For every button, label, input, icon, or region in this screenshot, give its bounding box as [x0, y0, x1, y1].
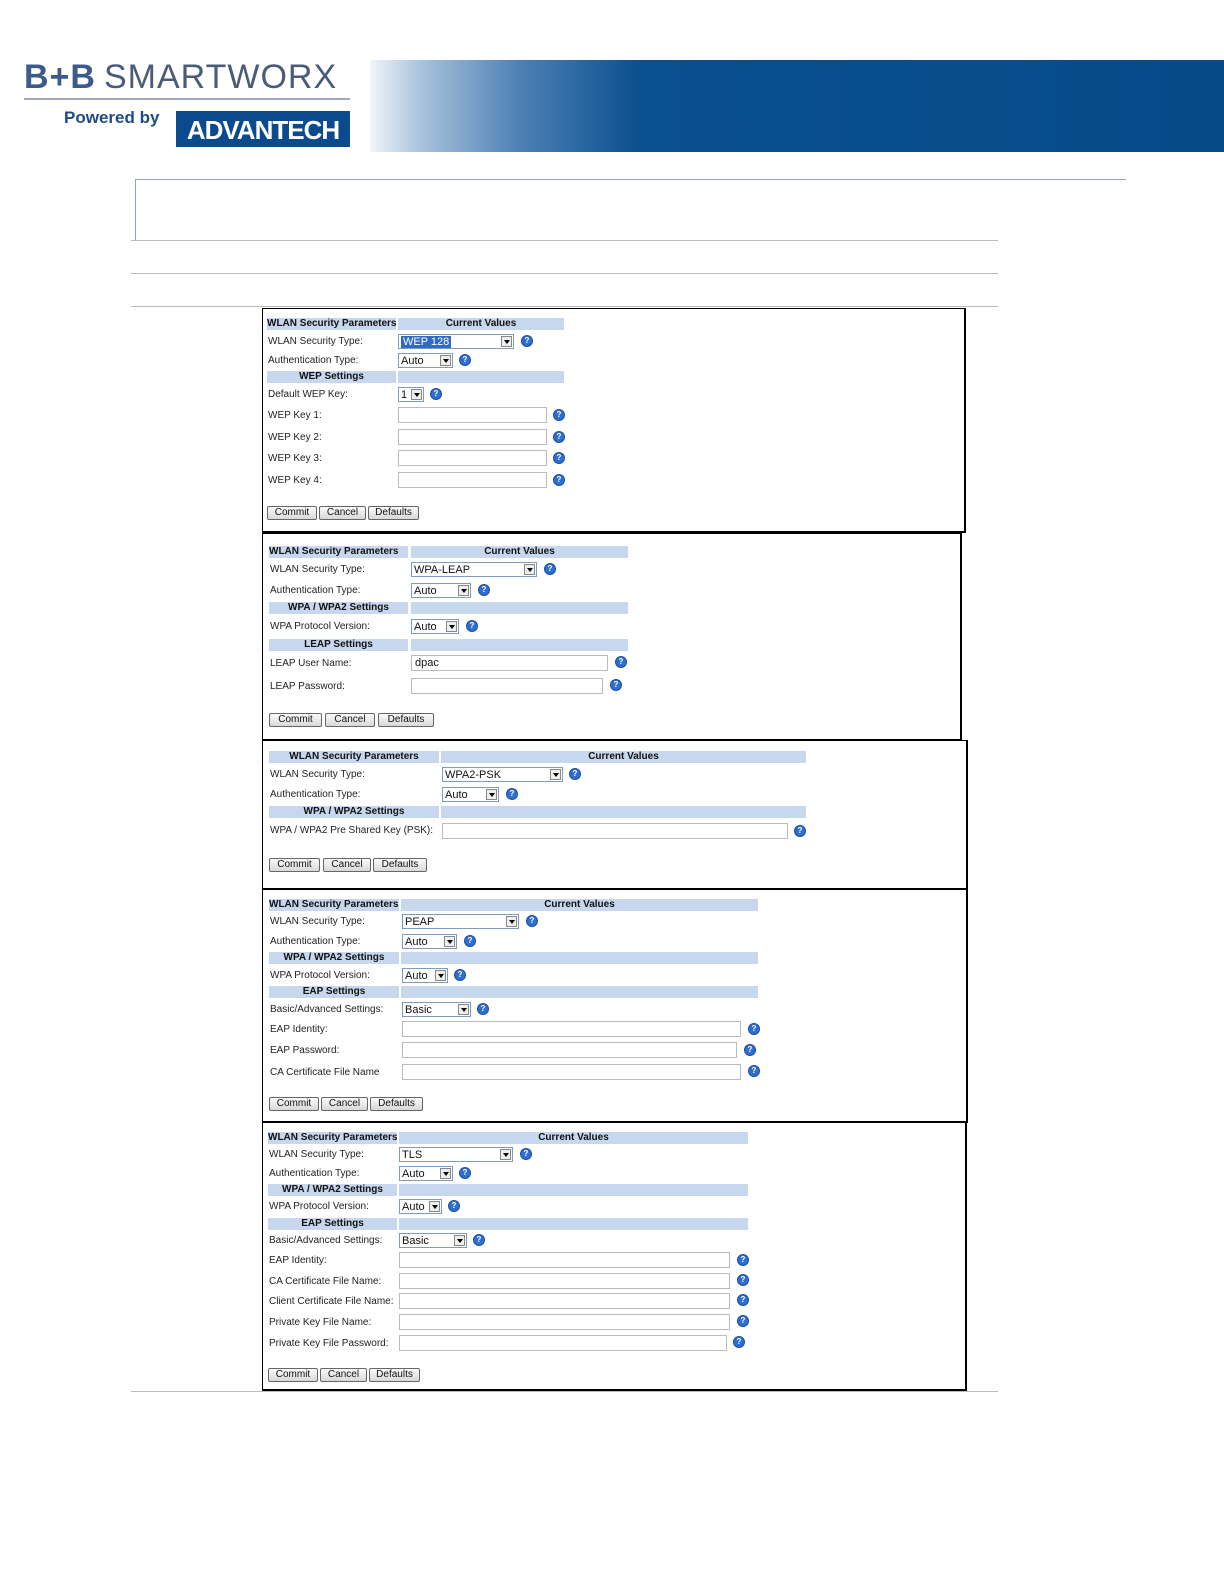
- eap-identity-label: EAP Identity:: [270, 1024, 328, 1035]
- values-header: Current Values: [398, 318, 564, 330]
- auth-type-value: Auto: [414, 585, 437, 597]
- security-type-label: WLAN Security Type:: [270, 916, 365, 927]
- defaults-button[interactable]: Defaults: [373, 858, 427, 872]
- chevron-down-icon: [524, 564, 535, 575]
- security-type-value: TLS: [402, 1149, 423, 1161]
- powered-by-text: Powered by: [64, 108, 160, 127]
- auth-type-value: Auto: [402, 1168, 425, 1180]
- logo-divider: [24, 98, 350, 100]
- help-icon[interactable]: ?: [526, 915, 538, 927]
- tls-panel: [262, 1122, 967, 1391]
- chevron-down-icon: [458, 585, 469, 596]
- wpa-settings-header: WPA / WPA2 Settings: [269, 952, 399, 964]
- security-type-label: WLAN Security Type:: [268, 336, 363, 347]
- eap-identity-input[interactable]: [402, 1021, 741, 1037]
- basic-advanced-value: Basic: [402, 1235, 429, 1247]
- help-icon[interactable]: ?: [733, 1336, 745, 1348]
- defaults-button[interactable]: Defaults: [370, 1097, 423, 1111]
- security-type-value: WEP 128: [403, 336, 450, 348]
- help-icon[interactable]: ?: [477, 1003, 489, 1015]
- chevron-down-icon: [486, 789, 497, 800]
- wep-key-2-label: WEP Key 2:: [268, 432, 322, 443]
- security-type-value: WPA-LEAP: [414, 564, 471, 576]
- peap-panel: [262, 889, 968, 1123]
- eap-identity-input[interactable]: [399, 1252, 730, 1268]
- cancel-button[interactable]: Cancel: [319, 506, 366, 520]
- help-icon[interactable]: ?: [737, 1274, 749, 1286]
- wep-panel: [262, 308, 966, 533]
- security-type-select[interactable]: [399, 1147, 513, 1162]
- auth-type-select[interactable]: [442, 787, 499, 802]
- help-icon[interactable]: ?: [430, 388, 442, 400]
- client-certificate-input[interactable]: [399, 1293, 730, 1309]
- help-icon[interactable]: ?: [553, 452, 565, 464]
- wep-key-1-label: WEP Key 1:: [268, 410, 322, 421]
- values-header: Current Values: [411, 546, 628, 558]
- basic-advanced-label: Basic/Advanced Settings:: [269, 1235, 383, 1246]
- params-header: WLAN Security Parameters: [267, 318, 397, 329]
- leap-password-label: LEAP Password:: [270, 681, 345, 692]
- section-header-fill: [411, 602, 628, 614]
- basic-advanced-label: Basic/Advanced Settings:: [270, 1004, 384, 1015]
- auth-type-label: Authentication Type:: [270, 789, 361, 800]
- basic-advanced-select[interactable]: [402, 1002, 471, 1017]
- security-type-value: WPA2-PSK: [445, 769, 502, 781]
- wpa-settings-header: WPA / WPA2 Settings: [268, 1184, 397, 1196]
- help-icon[interactable]: ?: [794, 825, 806, 837]
- auth-type-label: Authentication Type:: [270, 585, 361, 596]
- divider-line: [131, 1391, 998, 1392]
- chevron-down-icon: [454, 1235, 465, 1246]
- auth-type-select[interactable]: [411, 583, 471, 598]
- wpa-protocol-value: Auto: [402, 1201, 425, 1213]
- wep-key-3-label: WEP Key 3:: [268, 453, 322, 464]
- leap-settings-header: LEAP Settings: [269, 639, 408, 651]
- commit-button[interactable]: Commit: [267, 506, 317, 520]
- auth-type-value: Auto: [401, 355, 424, 367]
- help-icon[interactable]: ?: [748, 1065, 760, 1077]
- section-header-fill: [399, 1218, 748, 1230]
- params-header: WLAN Security Parameters: [269, 899, 399, 910]
- wpa-protocol-value: Auto: [414, 621, 437, 633]
- psk-input[interactable]: [442, 823, 788, 839]
- values-header: Current Values: [399, 1132, 748, 1144]
- help-icon[interactable]: ?: [610, 679, 622, 691]
- section-header-fill: [398, 371, 564, 383]
- help-icon[interactable]: ?: [454, 969, 466, 981]
- leap-panel: [262, 533, 962, 741]
- leap-user-label: LEAP User Name:: [270, 658, 352, 669]
- eap-settings-header: EAP Settings: [268, 1218, 397, 1230]
- auth-type-select[interactable]: [398, 353, 453, 368]
- wep-settings-header: WEP Settings: [267, 371, 396, 383]
- private-key-password-label: Private Key File Password:: [269, 1338, 389, 1349]
- wpa-settings-header: WPA / WPA2 Settings: [269, 806, 439, 818]
- private-key-label: Private Key File Name:: [269, 1317, 372, 1328]
- wpa-settings-header: WPA / WPA2 Settings: [269, 602, 408, 614]
- help-icon[interactable]: ?: [466, 620, 478, 632]
- security-type-select[interactable]: [402, 914, 519, 929]
- help-icon[interactable]: ?: [569, 768, 581, 780]
- wpa-protocol-select[interactable]: [411, 619, 459, 634]
- help-icon[interactable]: ?: [544, 563, 556, 575]
- help-icon[interactable]: ?: [737, 1294, 749, 1306]
- wpa-protocol-label: WPA Protocol Version:: [270, 970, 370, 981]
- help-icon[interactable]: ?: [520, 1148, 532, 1160]
- default-wep-key-select[interactable]: [398, 387, 424, 402]
- security-type-label: WLAN Security Type:: [270, 564, 365, 575]
- help-icon[interactable]: ?: [521, 335, 533, 347]
- help-icon[interactable]: ?: [737, 1315, 749, 1327]
- chevron-down-icon: [446, 621, 457, 632]
- eap-password-label: EAP Password:: [270, 1045, 340, 1056]
- section-header-fill: [441, 806, 806, 818]
- help-icon[interactable]: ?: [744, 1044, 756, 1056]
- wep-key-4-label: WEP Key 4:: [268, 475, 322, 486]
- psk-label: WPA / WPA2 Pre Shared Key (PSK):: [270, 825, 434, 836]
- logo-smartworx: SMARTWORX: [104, 58, 338, 96]
- chevron-down-icon: [500, 1149, 511, 1160]
- content-frame: [135, 179, 1126, 241]
- eap-settings-header: EAP Settings: [269, 986, 399, 998]
- leap-password-input[interactable]: [411, 678, 603, 694]
- auth-type-select[interactable]: [402, 934, 457, 949]
- cancel-button[interactable]: Cancel: [323, 858, 371, 872]
- security-type-value: PEAP: [405, 916, 435, 928]
- help-icon[interactable]: ?: [478, 584, 490, 596]
- wpa-protocol-value: Auto: [405, 970, 428, 982]
- ca-certificate-input[interactable]: [402, 1064, 741, 1080]
- chevron-down-icon: [550, 769, 561, 780]
- logo-bb: B+B: [24, 58, 96, 96]
- help-icon[interactable]: ?: [459, 354, 471, 366]
- ca-certificate-label: CA Certificate File Name: [270, 1067, 380, 1078]
- default-wep-key-label: Default WEP Key:: [268, 389, 348, 400]
- basic-advanced-select[interactable]: [399, 1233, 467, 1248]
- auth-type-label: Authentication Type:: [269, 1168, 360, 1179]
- params-header: WLAN Security Parameters: [269, 546, 408, 558]
- help-icon[interactable]: ?: [553, 474, 565, 486]
- help-icon[interactable]: ?: [553, 409, 565, 421]
- auth-type-label: Authentication Type:: [270, 936, 361, 947]
- security-type-select[interactable]: [411, 562, 537, 577]
- wpa-protocol-label: WPA Protocol Version:: [270, 621, 370, 632]
- auth-type-value: Auto: [445, 789, 468, 801]
- client-certificate-label: Client Certificate File Name:: [269, 1296, 394, 1307]
- chevron-down-icon: [506, 916, 517, 927]
- eap-password-input[interactable]: [402, 1042, 737, 1058]
- help-icon[interactable]: ?: [506, 788, 518, 800]
- commit-button[interactable]: Commit: [269, 1097, 319, 1111]
- chevron-down-icon: [440, 1168, 451, 1179]
- divider-line: [131, 273, 998, 274]
- section-header-fill: [399, 1184, 748, 1196]
- params-header: WLAN Security Parameters: [268, 1132, 398, 1143]
- leap-user-input[interactable]: dpac: [411, 655, 608, 671]
- cancel-button[interactable]: Cancel: [321, 1097, 368, 1111]
- security-type-label: WLAN Security Type:: [269, 1149, 364, 1160]
- security-type-select[interactable]: [398, 334, 514, 349]
- wep-key-2-input[interactable]: [398, 429, 547, 445]
- basic-advanced-value: Basic: [405, 1004, 432, 1016]
- chevron-down-icon: [458, 1004, 469, 1015]
- help-icon[interactable]: ?: [553, 431, 565, 443]
- defaults-button[interactable]: Defaults: [368, 506, 419, 520]
- chevron-down-icon: [429, 1201, 440, 1212]
- defaults-button[interactable]: Defaults: [378, 713, 434, 727]
- divider-line: [131, 240, 998, 241]
- help-icon[interactable]: ?: [448, 1200, 460, 1212]
- wpa-protocol-select[interactable]: [399, 1199, 442, 1214]
- ca-certificate-input[interactable]: [399, 1273, 730, 1289]
- values-header: Current Values: [441, 751, 806, 763]
- auth-type-select[interactable]: [399, 1166, 453, 1181]
- help-icon[interactable]: ?: [748, 1023, 760, 1035]
- private-key-password-input[interactable]: [399, 1335, 727, 1351]
- chevron-down-icon: [444, 936, 455, 947]
- ca-certificate-label: CA Certificate File Name:: [269, 1276, 382, 1287]
- advantech-logo: ADVANTECH: [176, 111, 350, 147]
- help-icon[interactable]: ?: [473, 1234, 485, 1246]
- values-header: Current Values: [401, 899, 758, 911]
- help-icon[interactable]: ?: [464, 935, 476, 947]
- security-type-select[interactable]: [442, 767, 563, 782]
- divider-line: [131, 306, 998, 307]
- wep-key-4-input[interactable]: [398, 472, 547, 488]
- commit-button[interactable]: Commit: [268, 1368, 318, 1382]
- help-icon[interactable]: ?: [737, 1254, 749, 1266]
- chevron-down-icon: [501, 336, 512, 347]
- commit-button[interactable]: Commit: [269, 713, 322, 727]
- psk-panel: [262, 740, 968, 890]
- section-header-fill: [411, 639, 628, 651]
- params-header: WLAN Security Parameters: [269, 751, 439, 763]
- cancel-button[interactable]: Cancel: [325, 713, 375, 727]
- help-icon[interactable]: ?: [615, 656, 627, 668]
- section-header-fill: [401, 986, 758, 998]
- security-type-label: WLAN Security Type:: [270, 769, 365, 780]
- commit-button[interactable]: Commit: [269, 858, 320, 872]
- chevron-down-icon: [440, 355, 451, 366]
- auth-type-label: Authentication Type:: [268, 355, 359, 366]
- eap-identity-label: EAP Identity:: [269, 1255, 327, 1266]
- cancel-button[interactable]: Cancel: [320, 1368, 367, 1382]
- wep-key-3-input[interactable]: [398, 450, 547, 466]
- chevron-down-icon: [435, 970, 446, 981]
- auth-type-value: Auto: [405, 936, 428, 948]
- chevron-down-icon: [411, 389, 422, 400]
- private-key-input[interactable]: [399, 1314, 730, 1330]
- wpa-protocol-label: WPA Protocol Version:: [269, 1201, 369, 1212]
- default-wep-key-value: 1: [401, 389, 408, 401]
- section-header-fill: [401, 952, 758, 964]
- wep-key-1-input[interactable]: [398, 407, 547, 423]
- help-icon[interactable]: ?: [459, 1167, 471, 1179]
- defaults-button[interactable]: Defaults: [369, 1368, 420, 1382]
- wpa-protocol-select[interactable]: [402, 968, 448, 983]
